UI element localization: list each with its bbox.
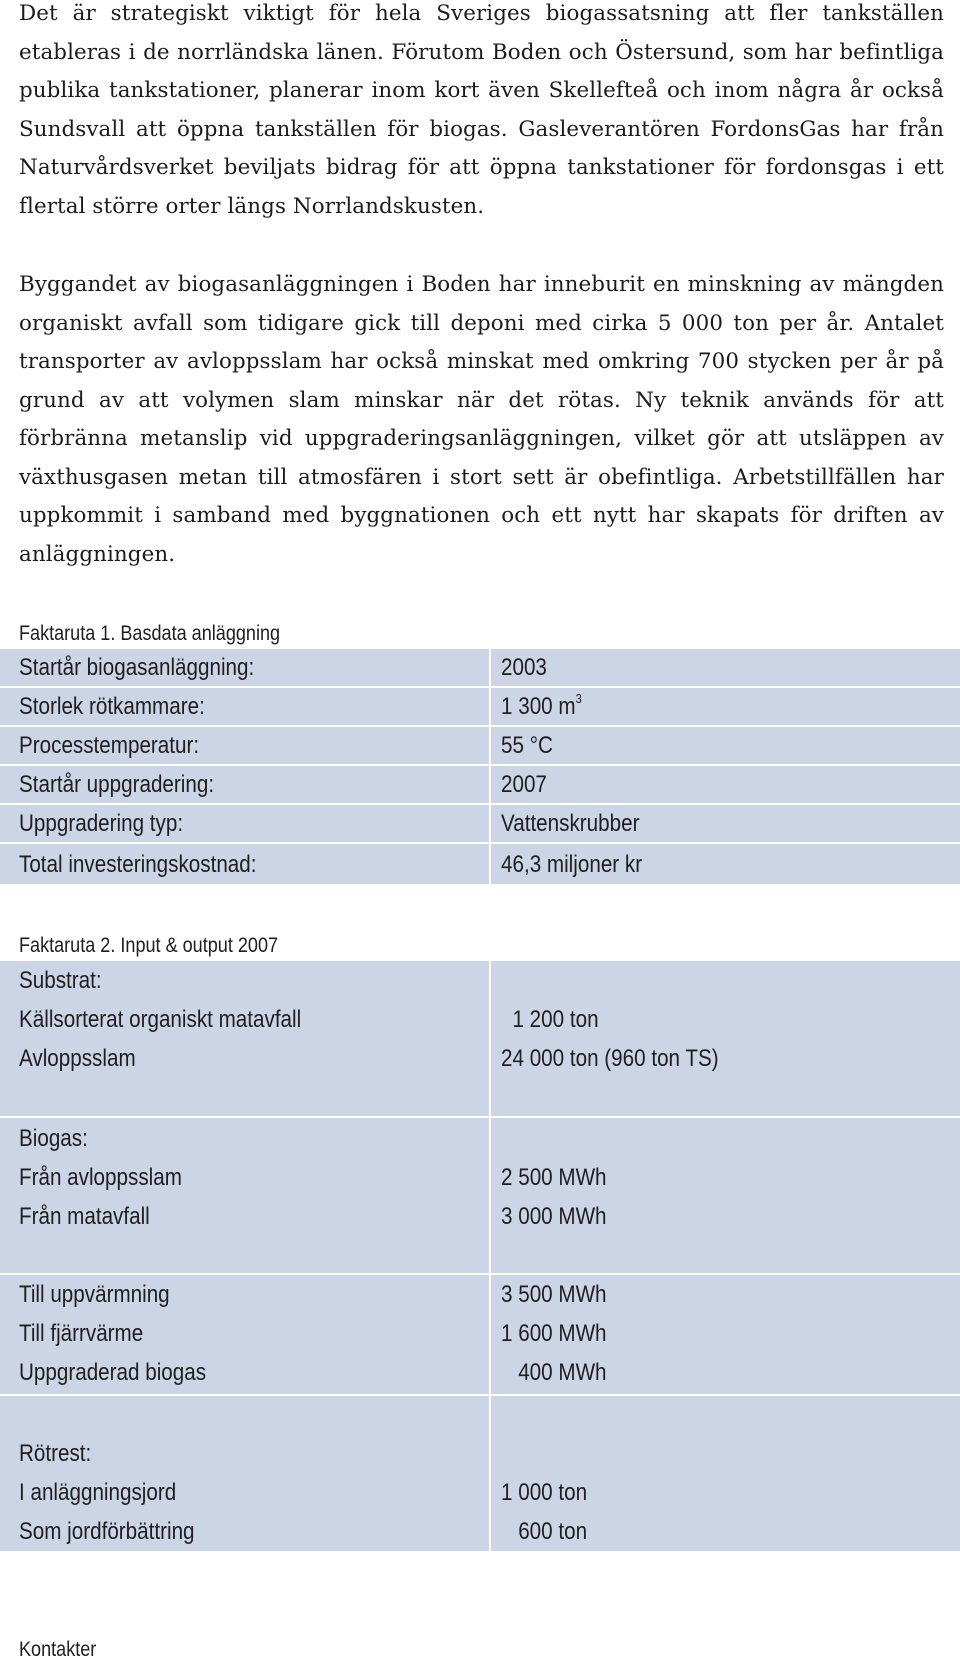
fakta2-caption: Faktaruta 2. Input & output 2007 <box>19 934 279 957</box>
group-heading: Substrat: <box>19 967 102 994</box>
row-value: 2007 <box>501 771 547 798</box>
table-row <box>0 766 960 803</box>
table-row <box>0 844 960 884</box>
group-heading: Rötrest: <box>19 1440 92 1467</box>
row-label: Uppgradering typ: <box>19 810 184 837</box>
row-value: 1 600 MWh <box>501 1320 607 1347</box>
row-value: 1 300 $m^3$ <box>501 691 582 720</box>
row-value: 46,3 miljoner kr <box>501 851 643 878</box>
row-label: Från matavfall <box>19 1203 150 1230</box>
row-label: Till fjärrvärme <box>19 1320 144 1347</box>
row-value: 400 MWh <box>501 1359 607 1386</box>
table-group <box>0 1118 960 1273</box>
row-label: Till uppvärmning <box>19 1281 170 1308</box>
row-label: Storlek rötkammare: <box>19 693 205 720</box>
row-label: Som jordförbättring <box>19 1518 195 1545</box>
fakta1-caption: Faktaruta 1. Basdata anläggning <box>19 622 281 645</box>
row-label: Startår uppgradering: <box>19 771 215 798</box>
fakta1-table <box>0 649 960 885</box>
row-label: Källsorterat organiskt matavfall <box>19 1006 302 1033</box>
row-label: Total investeringskostnad: <box>19 851 257 878</box>
table-row <box>0 805 960 842</box>
table-group <box>0 961 960 1116</box>
row-label: Avloppsslam <box>19 1045 136 1072</box>
table-row <box>0 649 960 686</box>
body-paragraph: Det är strategiskt viktigt för hela Sveriges biogassatsning att fler tankställen etableras i de norrländska länen. Förutom Boden och Östersund, som har befintliga publika tankstationer, planerar inom kort även Skellefteå och inom några år också Sundsvall att öppna tankställen för biogas. Gasleverantören FordonsGas har från Naturvårdsverket beviljats bidrag för att öppna tankstationer för fordonsgas i ett flertal större orter längs Norrlandskusten. <box>19 1 944 219</box>
table-group <box>0 1275 960 1394</box>
group-heading: Biogas: <box>19 1125 88 1152</box>
row-label: Från avloppsslam <box>19 1164 182 1191</box>
row-label: Processtemperatur: <box>19 732 200 759</box>
row-label: Uppgraderad biogas <box>19 1359 207 1386</box>
fakta2-table <box>0 961 960 1551</box>
body-paragraph: Byggandet av biogasanläggningen i Boden har inneburit en minskning av mängden organiskt avfall som tidigare gick till deponi med cirka 5 000 ton per år. Antalet transporter av avloppsslam har också minskat med omkring 700 stycken per år på grund av att volymen slam minskar när det rötas. Ny teknik används för att förbränna metanslip vid uppgraderingsanläggningen, vilket gör att utsläppen av växthusgasen metan till atmosfären i stort sett är obefintliga. Arbetstillfällen har uppkommit i samband med byggnationen och ett nytt har skapats för driften av anläggningen. <box>19 272 944 567</box>
table-group <box>0 1396 960 1551</box>
row-label: I anläggningsjord <box>19 1479 177 1506</box>
row-value: 600 ton <box>501 1518 588 1545</box>
superscript: 3 <box>575 691 582 706</box>
row-value: 1 200 ton <box>501 1006 599 1033</box>
row-value: Vattenskrubber <box>501 810 640 837</box>
row-value: 55 °C <box>501 732 553 759</box>
row-value: 24 000 ton (960 ton TS) <box>501 1045 719 1072</box>
row-value: 2003 <box>501 654 547 681</box>
contacts-title: Kontakter <box>19 1638 97 1661</box>
row-value: 3 000 MWh <box>501 1203 607 1230</box>
table-row <box>0 688 960 725</box>
row-value: 1 000 ton <box>501 1479 588 1506</box>
row-value: 2 500 MWh <box>501 1164 607 1191</box>
row-value: 3 500 MWh <box>501 1281 607 1308</box>
table-row <box>0 727 960 764</box>
row-label: Startår biogasanläggning: <box>19 654 255 681</box>
